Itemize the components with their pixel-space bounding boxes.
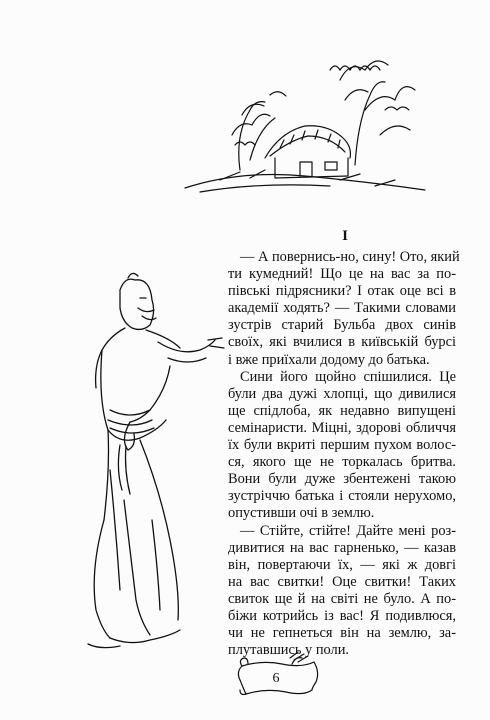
text-line: — Стійте, стійте! Дайте мені роз- bbox=[240, 522, 456, 539]
text-line: він, повертаючи їх, — які ж довгі bbox=[228, 556, 456, 573]
hut-illustration-drawing bbox=[180, 40, 430, 200]
paragraph-2 bbox=[228, 369, 456, 523]
paragraph-3 bbox=[228, 523, 456, 660]
chapter-number: I bbox=[342, 228, 348, 244]
text-line: плутавшись у поли. bbox=[228, 642, 350, 659]
text-line: ще спідлоба, як недавно випущені bbox=[228, 402, 456, 419]
text-line: своїх, які вчилися в київській бурсі bbox=[228, 334, 456, 351]
text-line: ся, якого ще не торкалась бритва. bbox=[228, 454, 456, 471]
text-line: зустрів старий Бульба двох синів bbox=[228, 317, 456, 334]
paragraph-1 bbox=[228, 249, 460, 369]
text-line: біжи котрийсь із вас! Я подивлюся, bbox=[228, 607, 456, 624]
text-line: свиток ще й на світі не було. А по- bbox=[228, 590, 456, 607]
text-line: Вони були дуже збентежені такою bbox=[228, 471, 456, 488]
text-line: були два дужі хлопці, що дивилися bbox=[228, 385, 456, 402]
text-line: Сини його щойно спішилися. Це bbox=[240, 368, 456, 385]
text-line: півські підрясники? І отак оце всі в bbox=[228, 283, 456, 300]
cossack-illustration-drawing bbox=[80, 270, 230, 650]
text-line: академії ходять? — Такими словами bbox=[228, 300, 456, 317]
hut-illustration bbox=[180, 40, 430, 200]
text-line: зустріччю батька і стояли нерухомо, bbox=[228, 488, 456, 505]
text-line: — А повернись-но, сину! Ото, який bbox=[240, 249, 460, 265]
text-line: ти кумедний! Що це на вас за по- bbox=[228, 266, 456, 283]
text-line: на вас свитки! Оце свитки! Таких bbox=[228, 573, 456, 590]
text-line: дивитися на вас гарненько, — казав bbox=[228, 539, 456, 556]
text-line: чи не гепнеться він на землю, за- bbox=[228, 625, 456, 642]
text-line: опустивши очі в землю. bbox=[228, 505, 375, 522]
cossack-illustration bbox=[80, 270, 230, 650]
text-line: і вже приїхали додому до батька. bbox=[228, 351, 430, 368]
text-line: їх були вкриті першим пухом волос- bbox=[228, 437, 456, 454]
text-line: семінаристи. Міцні, здорові обличчя bbox=[228, 419, 456, 436]
page-number: 6 bbox=[272, 671, 280, 686]
body-text bbox=[228, 249, 460, 659]
